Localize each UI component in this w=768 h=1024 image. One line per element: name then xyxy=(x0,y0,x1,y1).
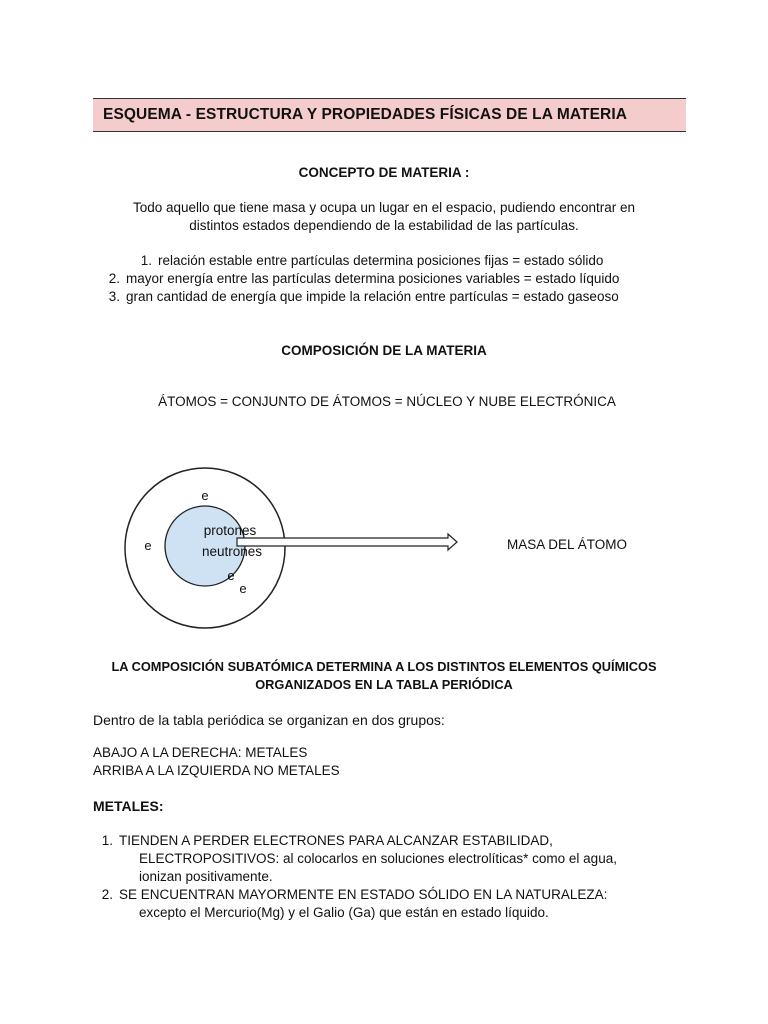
metales-item-number: 2. xyxy=(101,887,113,902)
state-item-number: 3. xyxy=(108,289,120,304)
metales-item-line: SE ENCUENTRAN MAYORMENTE EN ESTADO SÓLIDO EN LA NATURALEZA: xyxy=(119,887,608,902)
metales-item-line: excepto el Mercurio(Mg) y el Galio (Ga) que están en estado líquido. xyxy=(139,905,549,920)
state-item-text: mayor energía entre las partículas determina posiciones variables = estado líquido xyxy=(126,271,620,286)
tabla-group-no-metales: ARRIBA A LA IZQUIERDA NO METALES xyxy=(93,763,340,778)
state-item-number: 1. xyxy=(140,253,152,268)
state-item xyxy=(132,252,603,270)
state-item xyxy=(100,270,619,288)
metales-heading: METALES: xyxy=(93,798,164,814)
document-title: ESQUEMA - ESTRUCTURA Y PROPIEDADES FÍSICAS DE LA MATERIA xyxy=(103,106,628,123)
state-item-text: gran cantidad de energía que impide la relación entre partículas = estado gaseoso xyxy=(126,289,619,304)
subatomica-line1: LA COMPOSICIÓN SUBATÓMICA DETERMINA A LOS DISTINTOS ELEMENTOS QUÍMICOS xyxy=(111,659,657,674)
electron-label: e xyxy=(201,488,209,503)
state-item-text: relación estable entre partículas determina posiciones fijas = estado sólido xyxy=(158,253,604,268)
metales-item-number: 1. xyxy=(101,833,113,848)
mass-label: MASA DEL ÁTOMO xyxy=(507,537,628,552)
nucleus-label-protones: protones xyxy=(203,523,257,538)
state-item xyxy=(100,288,619,306)
metales-item-line: ELECTROPOSITIVOS: al colocarlos en soluciones electrolíticas* como el agua, xyxy=(139,851,617,866)
concepto-heading: CONCEPTO DE MATERIA : xyxy=(298,165,470,180)
metales-item-line: TIENDEN A PERDER ELECTRONES PARA ALCANZAR ESTABILIDAD, xyxy=(119,833,553,848)
tabla-group-metales: ABAJO A LA DERECHA: METALES xyxy=(93,745,308,760)
subatomica-line2: ORGANIZADOS EN LA TABLA PERIÓDICA xyxy=(255,677,513,692)
composicion-equation: ÁTOMOS = CONJUNTO DE ÁTOMOS = NÚCLEO Y NUBE ELECTRÓNICA xyxy=(158,394,616,409)
electron-label: e xyxy=(227,568,235,583)
metales-item xyxy=(93,886,607,904)
nucleus-label-neutrones: neutrones xyxy=(201,544,263,559)
state-item-number: 2. xyxy=(108,271,120,286)
document-title-bar xyxy=(93,98,686,132)
metales-item xyxy=(93,832,553,850)
concepto-definition-line2: distintos estados dependiendo de la estabilidad de las partículas. xyxy=(189,218,579,233)
electron-label: e xyxy=(144,538,152,553)
atom-diagram xyxy=(110,460,470,640)
tabla-intro: Dentro de la tabla periódica se organizan en dos grupos: xyxy=(93,712,445,728)
electron-label: e xyxy=(239,581,247,596)
composicion-heading: COMPOSICIÓN DE LA MATERIA xyxy=(281,343,487,358)
metales-item-line: ionizan positivamente. xyxy=(139,869,273,884)
concepto-definition-line1: Todo aquello que tiene masa y ocupa un lugar en el espacio, pudiendo encontrar en xyxy=(132,200,636,215)
